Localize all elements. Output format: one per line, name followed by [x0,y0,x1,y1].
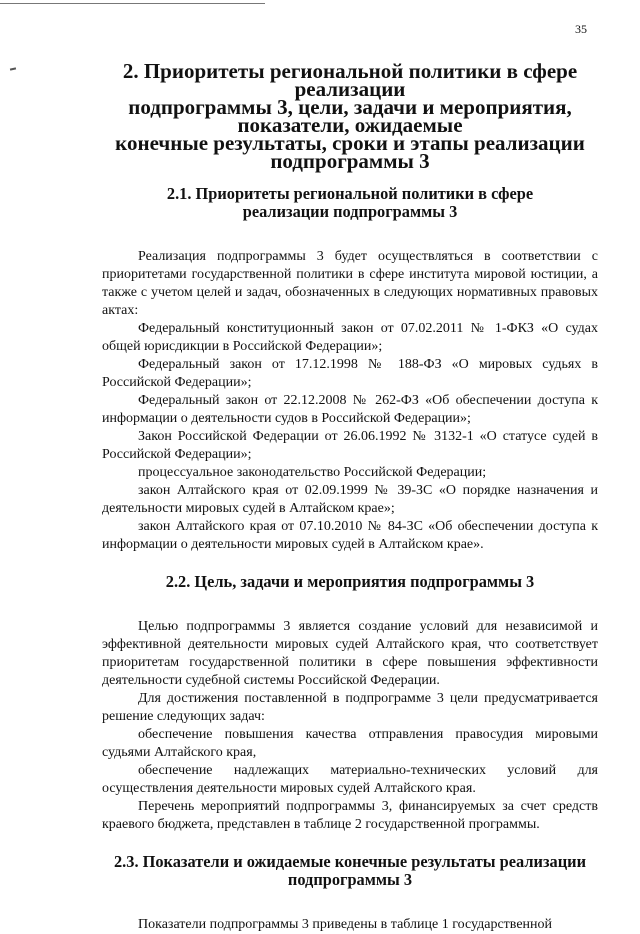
section-2-1-heading [102,185,598,221]
paragraph: Федеральный конституционный закон от 07.02.2011 № 1-ФКЗ «О судах общей юрисдикции в Российской Федерации»; [102,321,598,354]
scan-top-line [0,3,265,4]
paragraph: Федеральный закон от 17.12.1998 № 188-ФЗ «О мировых судьях в Российской Федерации»; [102,357,598,390]
section-2-1-heading-line: реализации подпрограммы 3 [242,202,458,221]
paragraph: обеспечение повышения качества отправления правосудия мировыми судьями Алтайского края, [102,727,598,760]
page-number: 35 [575,22,587,36]
paragraph: Для достижения поставленной в подпрограмме 3 цели предусматривается решение следующих задач: [102,691,598,724]
section-2-heading-line: конечные результаты, сроки и этапы реализации подпрограммы 3 [115,131,585,173]
section-2-heading-line: 2. Приоритеты региональной политики в сфере реализации [122,59,578,101]
paragraph: Целью подпрограммы 3 является создание условий для независимой и эффективной деятельности мировых судей Алтайского края, что соответствует приоритетам государственной политики в сфере повышения эффективности деятельности судебной системы Российской Федерации. [102,619,598,688]
section-2-heading [102,59,598,173]
section-2-2-heading: 2.2. Цель, задачи и мероприятия подпрограммы 3 [165,572,535,591]
scan-mark [10,67,16,70]
section-2-3-heading [102,853,598,889]
paragraph: закон Алтайского края от 02.09.1999 № 39-ЗС «О порядке назначения и деятельности мировых судей в Алтайском крае»; [102,483,598,516]
paragraph: Показатели подпрограммы 3 приведены в таблице 1 государственной [138,917,553,932]
paragraph: обеспечение надлежащих материально-технических условий для осуществления деятельности мировых судей Алтайского края. [102,763,598,796]
paragraph: закон Алтайского края от 07.10.2010 № 84-ЗС «Об обеспечении доступа к информации о деятельности мировых судей в Алтайском крае». [102,519,598,552]
section-2-1-heading-line: 2.1. Приоритеты региональной политики в сфере [166,184,534,203]
document-body [102,59,598,934]
paragraph: Закон Российской Федерации от 26.06.1992 № 3132-1 «О статусе судей в Российской Федерации»; [102,429,598,462]
paragraph: Перечень мероприятий подпрограммы 3, финансируемых за счет средств краевого бюджета, представлен в таблице 2 государственной программы. [102,799,598,832]
section-2-3-heading-line: подпрограммы 3 [287,870,413,889]
section-2-heading-line: подпрограммы 3, цели, задачи и мероприятия, показатели, ожидаемые [128,95,572,137]
paragraph: процессуальное законодательство Российской Федерации; [138,465,487,480]
section-2-3-heading-line: 2.3. Показатели и ожидаемые конечные результаты реализации [114,852,586,871]
paragraph: Федеральный закон от 22.12.2008 № 262-ФЗ «Об обеспечении доступа к информации о деятельности судов в Российской Федерации»; [102,393,598,426]
paragraph: Реализация подпрограммы 3 будет осуществляться в соответствии с приоритетами государственной политики в сфере института мировой юстиции, а также с учетом целей и задач, обозначенных в следующих нормативных правовых актах: [102,249,598,318]
